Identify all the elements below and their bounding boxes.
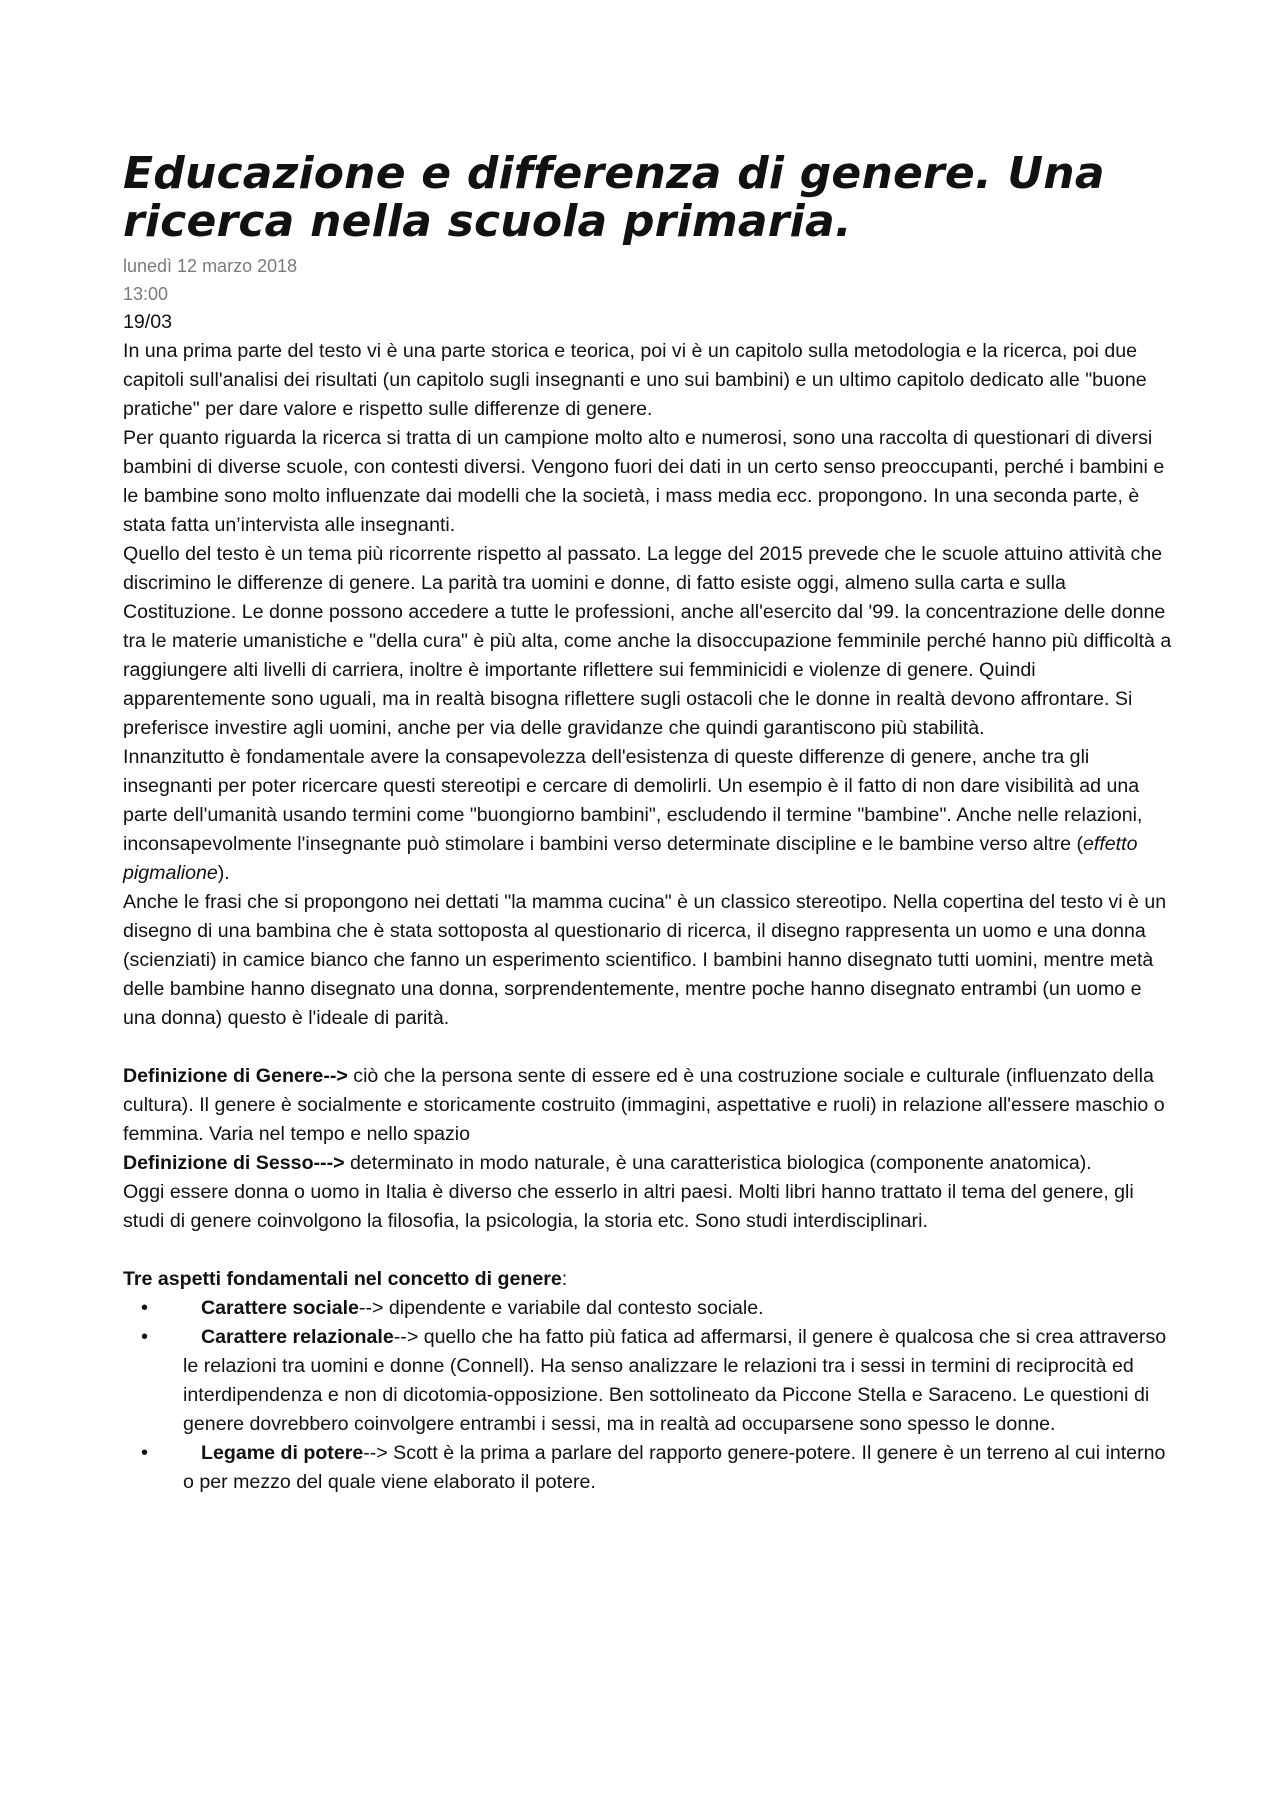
paragraph-awareness-end: ). <box>217 862 230 884</box>
document-page <box>123 150 1173 1497</box>
paragraph-awareness <box>123 743 1173 888</box>
definition-sex <box>123 1149 1173 1178</box>
pygmalion-effect-term: effetto pigmalione <box>123 833 1138 884</box>
aspects-list <box>123 1294 1173 1497</box>
spacer <box>123 1236 1173 1265</box>
definition-gender-text: ciò che la persona sente di essere ed è una costruzione sociale e culturale (influenzato della cultura). Il genere è socialmente e storicamente costruito (immagini, aspettative e ruoli) in relazione all'essere maschio o femmina. Varia nel tempo e nello spazio <box>123 1065 1165 1145</box>
aspect-label: Carattere sociale <box>201 1297 359 1319</box>
paragraph-awareness-text: Innanzitutto è fondamentale avere la consapevolezza dell'esistenza di queste differenze di genere, anche tra gli insegnanti per poter ricercare questi stereotipi e cercare di demolirli. Un esempio è il fatto di non dare visibilità ad una parte dell'umanità usando termini come "buongiorno bambini", escludendo il termine "bambine". Anche nelle relazioni, inconsapevolmente l'insegnante può stimolare i bambini verso determinate discipline e le bambine verso altre ( <box>123 746 1143 855</box>
definition-sex-text: determinato in modo naturale, è una caratteristica biologica (componente anatomica). <box>344 1152 1092 1174</box>
paragraph-research: Per quanto riguarda la ricerca si tratta di un campione molto alto e numerosi, sono una raccolta di questionari di diversi bambini di diverse scuole, con contesti diversi. Vengono fuori dei dati in un certo senso preoccupanti, perché i bambini e le bambine sono molto influenzate dai modelli che la società, i mass media ecc. propongono. In una seconda parte, è stata fatta un’intervista alle insegnanti. <box>123 427 1165 536</box>
aspect-text: --> dipendente e variabile dal contesto sociale. <box>358 1297 764 1319</box>
paragraph-gender-studies: Oggi essere donna o uomo in Italia è diverso che esserlo in altri paesi. Molti libri hanno trattato il tema del genere, gli studi di genere coinvolgono la filosofia, la psicologia, la storia etc. Sono studi interdisciplinari. <box>123 1181 1134 1232</box>
aspects-heading <box>123 1265 1173 1294</box>
list-item <box>123 1294 1173 1323</box>
note-time: 13:00 <box>123 284 169 304</box>
aspect-label: Carattere relazionale <box>201 1326 394 1348</box>
session-date: 19/03 <box>123 311 173 333</box>
bullet-icon: • <box>141 1442 149 1464</box>
bullet-icon: • <box>141 1297 149 1319</box>
spacer <box>123 1033 1173 1062</box>
note-date: lunedì 12 marzo 2018 <box>123 256 298 276</box>
definition-gender <box>123 1062 1173 1149</box>
paragraph-context: Quello del testo è un tema più ricorrente rispetto al passato. La legge del 2015 prevede che le scuole attuino attività che discrimino le differenze di genere. La parità tra uomini e donne, di fatto esiste oggi, almeno sulla carta e sulla Costituzione. Le donne possono accedere a tutte le professioni, anche all'esercito dal '99. la concentrazione delle donne tra le materie umanistiche e "della cura" è più alta, come anche la disoccupazione femminile perché hanno più difficoltà a raggiungere alti livelli di carriera, inoltre è importante riflettere sui femminicidi e violenze di genere. Quindi apparentemente sono uguali, ma in realtà bisogna riflettere sugli ostacoli che le donne in realtà devono affrontare. Si preferisce investire agli uomini, anche per via delle gravidanze che quindi garantiscono più stabilità. <box>123 543 1172 739</box>
page-title: Educazione e differenza di genere. Una ricerca nella scuola primaria. <box>123 148 1105 247</box>
list-item <box>123 1439 1173 1497</box>
paragraph-stereotypes: Anche le frasi che si propongono nei dettati "la mamma cucina" è un classico stereotipo. Nella copertina del testo vi è un disegno di una bambina che è stata sottoposta al questionario di ricerca, il disegno rappresenta un uomo e una donna (scienziati) in camice bianco che fanno un esperimento scientifico. I bambini hanno disegnato tutti uomini, mentre metà delle bambine hanno disegnato una donna, sorprendentemente, mentre poche hanno disegnato entrambi (un uomo e una donna) questo è l'ideale di parità. <box>123 891 1167 1029</box>
bullet-icon: • <box>141 1326 149 1348</box>
aspect-text: --> quello che ha fatto più fatica ad affermarsi, il genere è qualcosa che si crea attraverso le relazioni tra uomini e donne (Connell). Ha senso analizzare le relazioni tra i sessi in termini di reciprocità ed interdipendenza e non di dicotomia-opposizione. Ben sottolineato da Piccone Stella e Saraceno. Le questioni di genere dovrebbero coinvolgere entrambi i sessi, ma in realtà ad occuparsene sono spesso le donne. <box>183 1326 1167 1435</box>
list-item <box>123 1323 1173 1439</box>
aspect-text: --> Scott è la prima a parlare del rapporto genere-potere. Il genere è un terreno al cui interno o per mezzo del quale viene elaborato il potere. <box>183 1442 1166 1493</box>
definition-sex-label: Definizione di Sesso---> <box>123 1152 345 1174</box>
definition-gender-label: Definizione di Genere--> <box>123 1065 348 1087</box>
paragraph-structure: In una prima parte del testo vi è una parte storica e teorica, poi vi è un capitolo sulla metodologia e la ricerca, poi due capitoli sull'analisi dei risultati (un capitolo sugli insegnanti e uno sui bambini) e un ultimo capitolo dedicato alle "buone pratiche" per dare valore e rispetto sulle differenze di genere. <box>123 340 1147 420</box>
note-body <box>123 308 1173 1497</box>
aspects-heading-colon: : <box>561 1268 568 1290</box>
aspects-heading-label: Tre aspetti fondamentali nel concetto di genere <box>123 1268 562 1290</box>
aspect-label: Legame di potere <box>201 1442 364 1464</box>
